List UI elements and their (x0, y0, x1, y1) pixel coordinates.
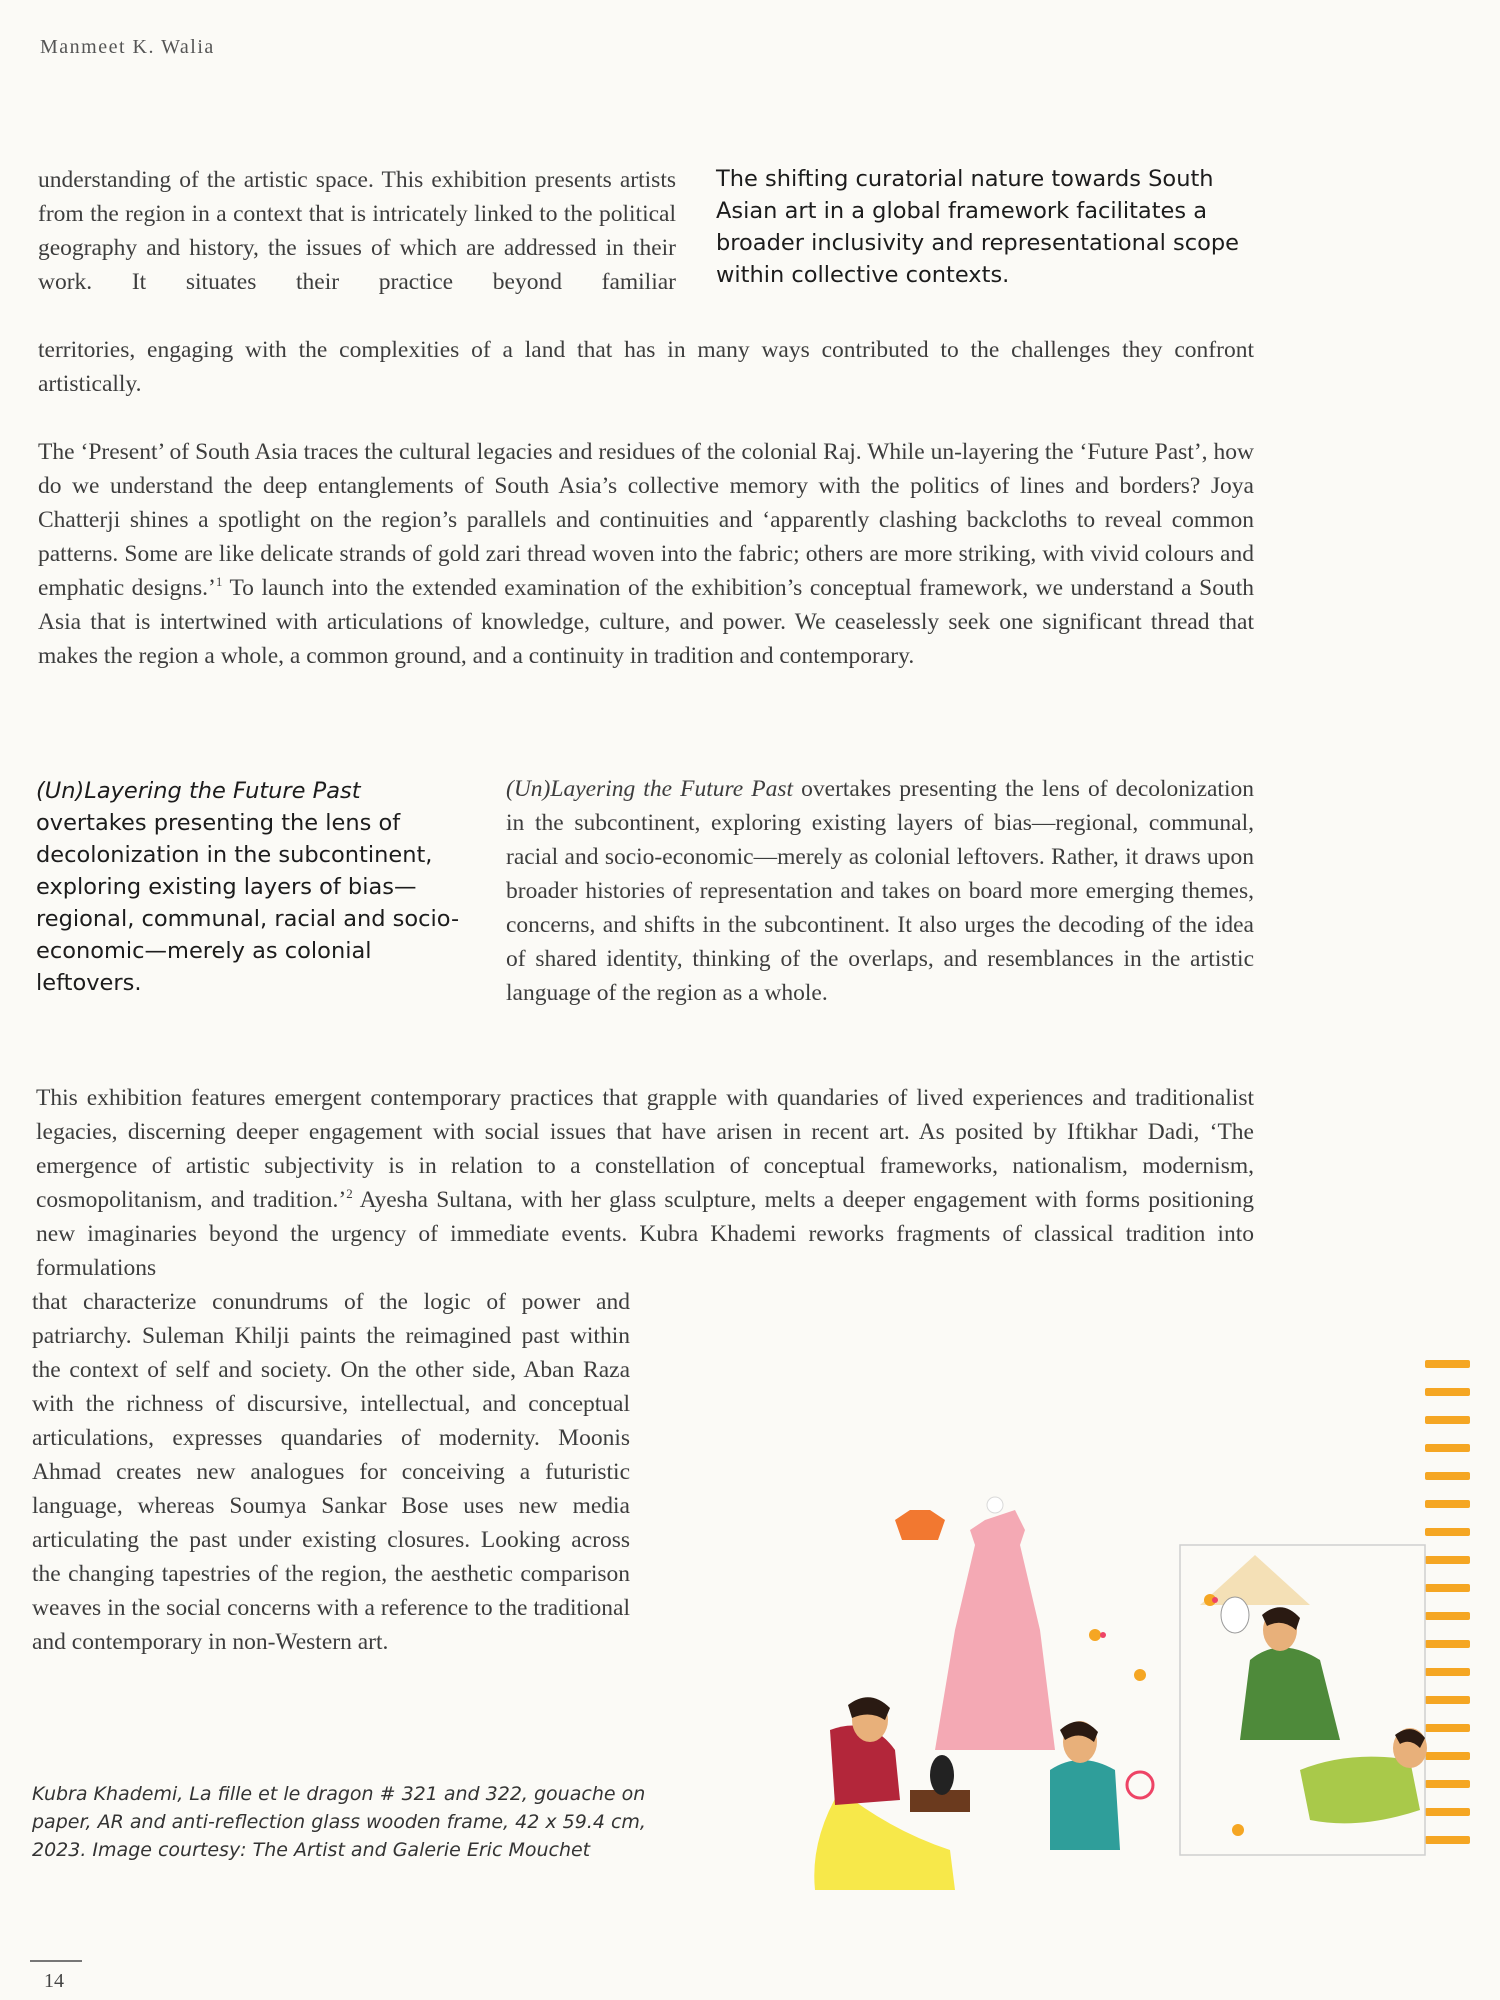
pull-quote-2-text: overtakes presenting the lens of decolonization in the subcontinent, exploring existing layers of bias—regional, communal, racial and socio-economic—merely as colonial leftovers. (36, 810, 460, 996)
artwork-illustration (720, 1330, 1480, 1890)
body-paragraph-2 (38, 435, 1254, 673)
paragraph-2-text-b: To launch into the extended examination of the exhibition’s conceptual framework, we understand a South Asia that is intertwined with articulations of knowledge, culture, and power. We ceaselessly seek one significant thread that makes the region a whole, a common ground, and a continuity in tradition and contemporary. (38, 575, 1254, 669)
paragraph-2-text-a: The ‘Present’ of South Asia traces the cultural legacies and residues of the colonial Raj. While un-layering the ‘Future Past’, how do we understand the deep entanglements of South Asia’s collective memory with the politics of lines and borders? Joya Chatterji shines a spotlight on the region’s parallels and continuities and ‘apparently clashing backcloths to reveal common patterns. Some are like delicate strands of gold zari thread woven into the fabric; others are more striking, with vivid colours and emphatic designs.’ (38, 439, 1254, 601)
woman-green-figure (1221, 1597, 1340, 1740)
page-number-rule (30, 1960, 82, 1962)
body-paragraph-1-end: territories, engaging with the complexities of a land that has in many ways contributed to the challenges they confront artistically. (38, 337, 1254, 397)
paragraph-4-text-a: This exhibition features emergent contemporary practices that grapple with quandaries of lived experiences and traditionalist legacies, discerning deeper engagement with social issues that have arisen in recent art. As posited by Iftikhar Dadi, ‘The emergence of artistic subjectivity is in relation to a constellation of conceptual frameworks, nationalism, modernism, cosmopolitanism, and tradition.’ (36, 1085, 1254, 1213)
paragraph-4-text-b: Ayesha Sultana, with her glass sculpture, melts a deeper engagement with forms positioning new imaginaries beyond the urgency of immediate events. Kubra Khademi reworks fragments of classical tradition into formulations (36, 1187, 1254, 1281)
pull-quote-2-title: (Un)Layering the Future Past (36, 778, 361, 804)
woman-teal-figure (1050, 1721, 1153, 1850)
footnote-ref-2: 2 (346, 1186, 353, 1202)
orange-blouse (895, 1510, 945, 1540)
body-paragraph-4-end: that characterize conundrums of the logic of power and patriarchy. Suleman Khilji paints the reimagined past within the context of self and society. On the other side, Aban Raza with the richness of discursive, intellectual, and conceptual articulations, expresses quandaries of modernity. Moonis Ahmad creates new analogues for conceiving a futuristic language, whereas Soumya Sankar Bose uses new media articulating the past under existing closures. Looking across the changing tapestries of the region, the aesthetic comparison weaves in the social concerns with a reference to the traditional and contemporary in non-Western art. (32, 1289, 630, 1655)
running-head: Manmeet K. Walia (40, 36, 215, 58)
image-caption: Kubra Khademi, La fille et le dragon # 321 and 322, gouache on paper, AR and anti-reflection glass wooden frame, 42 x 59.4 cm, 2023. Image courtesy: The Artist and Galerie Eric Mouchet (32, 1783, 646, 1861)
pull-quote-1: The shifting curatorial nature towards South Asian art in a global framework facilitates a broader inclusivity and representational scope within collective contexts. (716, 166, 1240, 288)
body-paragraph-4 (36, 1081, 1254, 1285)
page-number: 14 (44, 1970, 64, 1992)
pink-dress (935, 1497, 1055, 1750)
orange-border-pattern (1425, 1360, 1470, 1844)
woman-lime-figure (1300, 1728, 1427, 1823)
paragraph-3-title: (Un)Layering the Future Past (506, 776, 794, 802)
footnote-ref-1: 1 (215, 574, 223, 590)
paragraph-3-text: overtakes presenting the lens of decolonization in the subcontinent, exploring existing layers of bias—regional, communal, racial and socio-economic—merely as colonial leftovers. Rather, it draws upon broader histories of representation and takes on board more emerging themes, concerns, and shifts in the subcontinent. It also urges the decoding of the idea of shared identity, thinking of the overlaps, and resemblances in the artistic language of the region as a whole. (506, 776, 1254, 1006)
body-paragraph-1-start: understanding of the artistic space. This exhibition presents artists from the region in a context that is intricately linked to the political geography and history, the issues of which are addressed in their work. It situates their practice beyond familiar (38, 167, 676, 295)
body-paragraph-3 (506, 772, 1254, 1010)
pull-quote-2 (36, 775, 476, 999)
